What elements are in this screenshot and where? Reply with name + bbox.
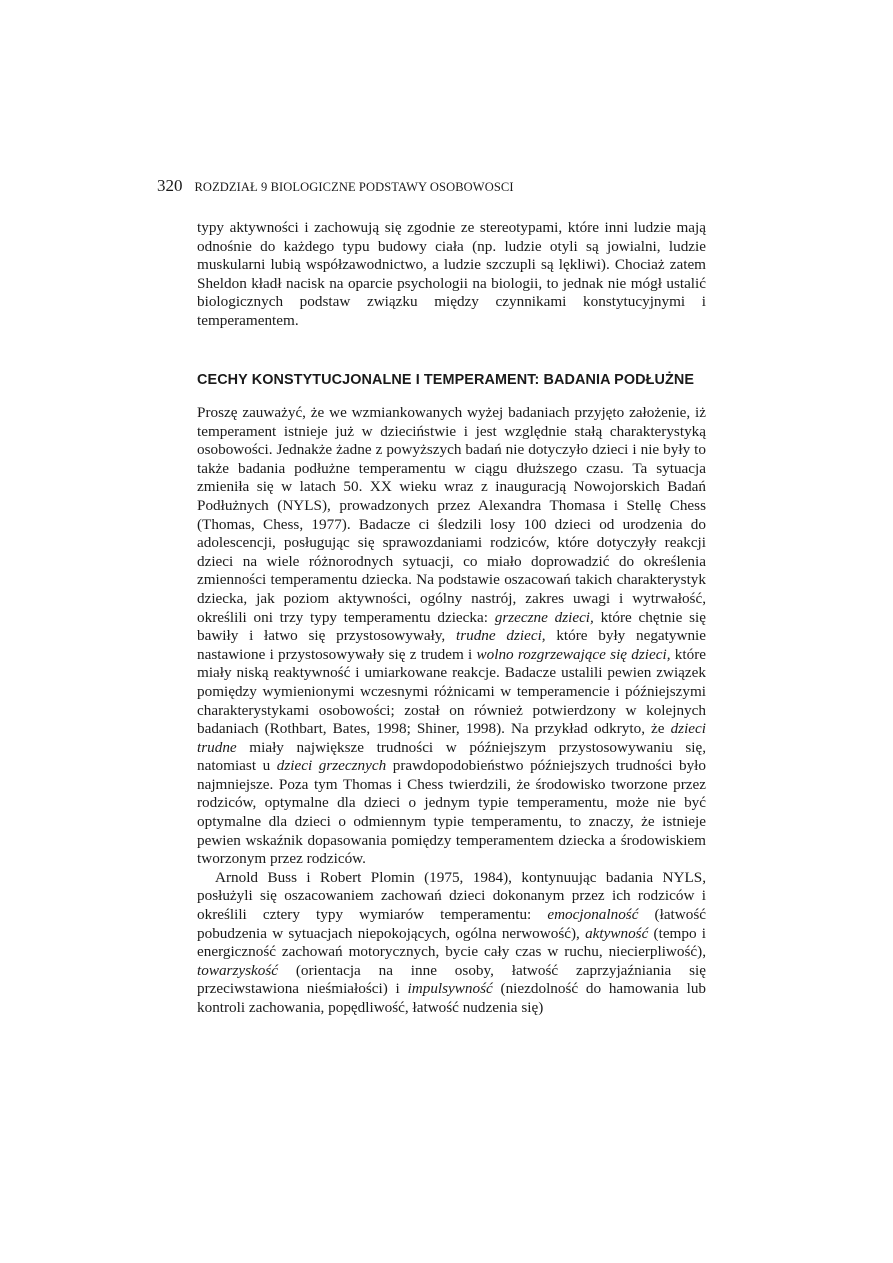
section-heading: CECHY KONSTYTUCJONALNE I TEMPERAMENT: BADANIA PODŁUŻNE bbox=[197, 372, 695, 388]
italic-term: aktywność bbox=[585, 924, 649, 942]
italic-term: grzeczne dzieci, bbox=[494, 608, 594, 626]
italic-term: dzieci trudne bbox=[197, 720, 706, 756]
paragraph-text: Proszę zauważyć, że we wzmiankowanych wyżej badaniach przyjęto założenie, iż temperament istnieje już w dzieciństwie i jest względnie stałą charakterystyką osobowości. Jednakże żadne z powyższych badań nie dotyczyło dzieci i nie były to także badania podłużne temperamentu w ciągu dłuższego czasu. Ta sytuacja zmieniła się w latach 50. XX wieku wraz z inauguracją Nowojorskich Badań Podłużnych (NYLS), prowadzonych przez Alexandra Thomasa i Stellę Chess (Thomas, Chess, 1977). Badacze ci śledzili losy 100 dzieci od urodzenia do adolescencji, posługując się sprawozdaniami rodziców, które dotyczyły reakcji dzieci na wiele różnorodnych sytuacji, co miało doprowadzić do określenia zmienności temperamentu dziecka. Na podstawie oszacowań takich charakterystyk dziecka, jak poziom aktywności, ogólny nastrój, zakres uwagi i wytrwałość, określili oni trzy typy temperamentu dziecka: bbox=[197, 404, 706, 626]
page-number: 320 bbox=[157, 176, 183, 195]
intro-paragraph-block bbox=[197, 219, 706, 331]
paragraph-text: które były negatywnie nastawione i przystosowywały się z trudem i bbox=[197, 627, 707, 663]
paragraph-text: (orientacja na inne osoby, łatwość zaprzyjaźniania się przeciwstawiona nieśmiałości) i bbox=[197, 961, 706, 998]
italic-term: wolno rozgrzewające się dzieci, bbox=[476, 645, 671, 663]
paragraph-text: prawdopodobieństwo późniejszych trudności było najmniejsze. Poza tym Thomas i Chess twierdzili, że środowisko tworzone przez rodziców, optymalne dla dzieci o jednym typie temperamentu, może nie być optymalne dla dzieci o odmiennym typie temperamentu, to znaczy, że istnieje pewien wskaźnik dopasowania pomiędzy temperamentem dziecka a środowiskiem tworzonym przez rodziców. bbox=[197, 757, 706, 868]
intro-paragraph: typy aktywności i zachowują się zgodnie ze stereotypami, które inni ludzie mają odnośnie do każdego typu budowy ciała (np. ludzie otyli są jowialni, ludzie muskularni lubią współzawodnictwo, a ludzie szczupli są lękliwi). Chociaż zatem Sheldon kładł nacisk na oparcie psychologii na biologii, to jednak nie mógł ustalić biologicznych podstaw związku między czynnikami konstytucyjnymi i temperamentem. bbox=[197, 219, 706, 329]
italic-term: trudne dzieci, bbox=[455, 627, 546, 645]
page-header bbox=[157, 176, 514, 196]
running-head: ROZDZIAŁ 9 BIOLOGICZNE PODSTAWY OSOBOWOSCI bbox=[194, 180, 514, 194]
italic-term: impulsywność bbox=[407, 980, 493, 998]
paragraph-text: (niezdolność do hamowania lub kontroli zachowania, popędliwość, łatwość nudzenia się) bbox=[197, 980, 707, 1016]
paragraph-text: które miały niską reaktywność i umiarkowane reakcje. Badacze ustalili pewien związek pomiędzy wymienionymi wczesnymi różnicami w temperamencie i późniejszymi charakterystykami osobowości; został on również potwierdzony w kolejnych badaniach (Rothbart, Bates, 1998; Shiner, 1998). Na przykład odkryto, że bbox=[197, 645, 706, 738]
body-paragraph-1 bbox=[197, 404, 706, 869]
paragraph-text: (tempo i energiczność zachowań motorycznych, bycie cały czas w ruchu, niecierpliwość), bbox=[197, 924, 706, 961]
section-body bbox=[197, 404, 706, 1018]
italic-term: emocjonalność bbox=[547, 906, 639, 924]
paragraph-text: (łatwość pobudzenia w sytuacjach niepokojących, ogólna nerwowość), bbox=[197, 906, 706, 942]
paragraph-text: Arnold Buss i Robert Plomin (1975, 1984), kontynuując badania NYLS, posłużyli się oszacowaniem zachowań dzieci dokonanym przez ich rodziców i określili cztery typy wymiarów temperamentu: bbox=[197, 868, 706, 924]
italic-term: towarzyskość bbox=[197, 961, 278, 979]
paragraph-text: miały największe trudności w późniejszym przystosowywaniu się, natomiast u bbox=[197, 738, 706, 775]
body-paragraph-2 bbox=[197, 869, 706, 1018]
italic-term: dzieci grzecznych bbox=[276, 757, 387, 775]
paragraph-text: które chętnie się bawiły i łatwo się przystosowywały, bbox=[197, 608, 706, 645]
